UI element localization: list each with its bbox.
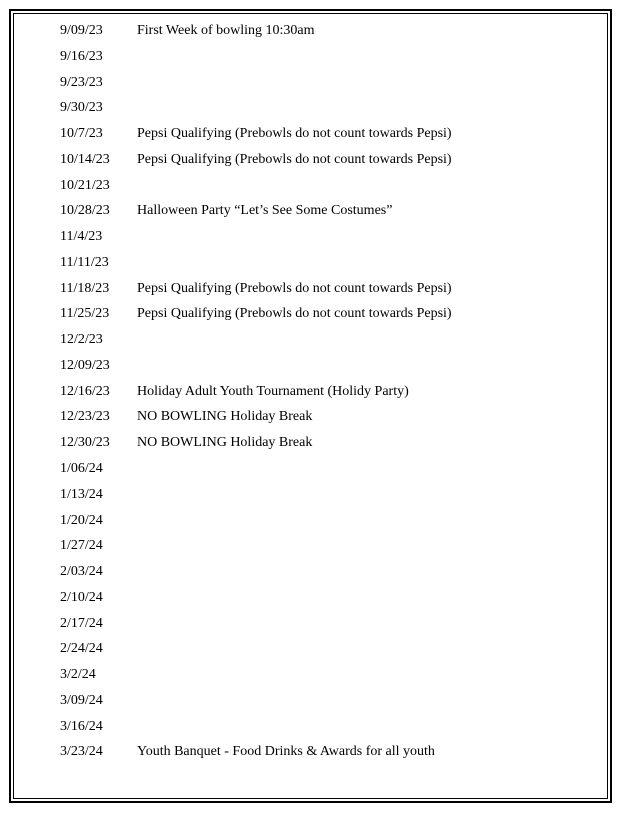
schedule-event: Youth Banquet - Food Drinks & Awards for all youth (137, 744, 435, 760)
schedule-row (60, 147, 600, 173)
schedule-date: 2/17/24 (60, 615, 103, 631)
schedule-date: 12/16/23 (60, 383, 110, 399)
schedule-row (60, 636, 600, 662)
schedule-date: 10/14/23 (60, 151, 110, 167)
schedule-row (60, 585, 600, 611)
schedule-date: 11/25/23 (60, 306, 110, 322)
schedule-date: 1/13/24 (60, 486, 103, 502)
bowling-schedule (60, 18, 600, 765)
schedule-row (60, 95, 600, 121)
schedule-row (60, 121, 600, 147)
schedule-row (60, 224, 600, 250)
schedule-date: 2/10/24 (60, 589, 103, 605)
schedule-row (60, 430, 600, 456)
schedule-date: 1/06/24 (60, 461, 103, 477)
schedule-row (60, 559, 600, 585)
schedule-row (60, 404, 600, 430)
schedule-event: First Week of bowling 10:30am (137, 23, 315, 38)
schedule-row (60, 276, 600, 302)
schedule-row (60, 688, 600, 714)
schedule-row (60, 327, 600, 353)
schedule-row (60, 353, 600, 379)
schedule-date: 3/2/24 (60, 667, 96, 683)
schedule-row (60, 250, 600, 276)
schedule-row (60, 301, 600, 327)
schedule-date: 11/4/23 (60, 229, 103, 245)
schedule-date: 2/03/24 (60, 564, 103, 580)
schedule-date: 12/30/23 (60, 435, 110, 451)
schedule-event: Holiday Adult Youth Tournament (Holidy Party) (137, 383, 409, 399)
schedule-date: 12/23/23 (60, 409, 110, 425)
schedule-date: 9/09/23 (60, 23, 103, 38)
schedule-event: Pepsi Qualifying (Prebowls do not count towards Pepsi) (137, 126, 452, 142)
schedule-event: NO BOWLING Holiday Break (137, 435, 313, 451)
schedule-date: 12/09/23 (60, 357, 110, 373)
schedule-row (60, 379, 600, 405)
schedule-date: 12/2/23 (60, 332, 103, 348)
schedule-row (60, 456, 600, 482)
schedule-event: Pepsi Qualifying (Prebowls do not count towards Pepsi) (137, 151, 452, 167)
schedule-date: 9/30/23 (60, 100, 103, 116)
schedule-date: 3/09/24 (60, 692, 103, 708)
schedule-date: 11/11/23 (60, 254, 109, 270)
schedule-date: 10/28/23 (60, 203, 110, 219)
schedule-row (60, 70, 600, 96)
schedule-row (60, 173, 600, 199)
schedule-event: Pepsi Qualifying (Prebowls do not count towards Pepsi) (137, 306, 452, 322)
schedule-date: 10/7/23 (60, 126, 103, 142)
schedule-event: Pepsi Qualifying (Prebowls do not count towards Pepsi) (137, 280, 452, 296)
schedule-date: 1/20/24 (60, 512, 103, 528)
schedule-date: 2/24/24 (60, 641, 103, 657)
schedule-row (60, 611, 600, 637)
schedule-row (60, 739, 600, 765)
schedule-row (60, 508, 600, 534)
schedule-row (60, 44, 600, 70)
schedule-date: 3/23/24 (60, 744, 103, 760)
schedule-row (60, 662, 600, 688)
schedule-row (60, 482, 600, 508)
schedule-date: 10/21/23 (60, 177, 110, 193)
schedule-date: 1/27/24 (60, 538, 103, 554)
schedule-date: 11/18/23 (60, 280, 110, 296)
schedule-date: 9/23/23 (60, 74, 103, 90)
schedule-date: 3/16/24 (60, 718, 103, 734)
schedule-row (60, 533, 600, 559)
schedule-date: 9/16/23 (60, 48, 103, 64)
schedule-event: NO BOWLING Holiday Break (137, 409, 313, 425)
schedule-row (60, 18, 600, 44)
schedule-event: Halloween Party “Let’s See Some Costumes” (137, 203, 393, 219)
schedule-row (60, 714, 600, 740)
schedule-row (60, 198, 600, 224)
